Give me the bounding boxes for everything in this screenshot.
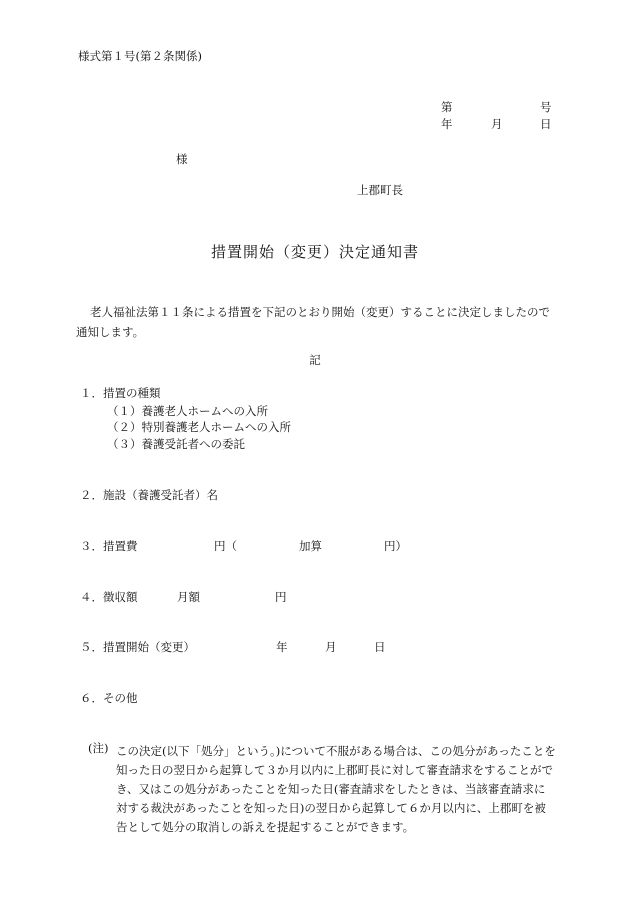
document-title: 措置開始（変更）決定通知書	[210, 243, 419, 261]
item-3-label: ３．措置費	[80, 539, 138, 553]
number-dai-label: 第	[441, 100, 453, 114]
item-4-label: ４．徴収額	[80, 590, 138, 604]
item-1-label: １．措置の種類	[80, 386, 161, 400]
item-3-yen-open: 円（	[214, 539, 237, 553]
item-5-month: 月	[325, 640, 337, 654]
date-year-label: 年	[441, 117, 453, 131]
note-label: (注)	[88, 741, 109, 755]
item-1-option-2: （２）特別養護老人ホームへの入所	[107, 420, 291, 434]
note-text: この決定(以下「処分」という。)について不服がある場合は、この処分があったことを知った日の翌日から起算して３か月以内に上郡町長に対して審査請求をすることができ、又はこの処分があったことを知った日(審査請求をしたときは、当該審査請求に対する裁決があったことを知った日)の翌日から起算して６か月以内に、上郡町を被告として処分の取消しの訴えを提起することができます。	[116, 744, 556, 834]
item-4-getsugaku: 月額	[177, 590, 200, 604]
item-4-yen: 円	[275, 590, 287, 604]
item-6-label: ６．その他	[80, 691, 138, 705]
sender-mayor: 上郡町長	[357, 183, 403, 197]
item-3-kasan: 加算	[299, 539, 322, 553]
number-go-label: 号	[540, 100, 552, 114]
date-day-label: 日	[540, 117, 552, 131]
date-month-label: 月	[491, 117, 503, 131]
item-1-option-3: （３）養護受託者への委託	[107, 437, 245, 451]
item-5-day: 日	[374, 640, 386, 654]
item-2-label: ２．施設（養護受託者）名	[80, 488, 218, 502]
addressee-sama: 様	[176, 152, 188, 166]
item-5-year: 年	[276, 640, 288, 654]
body-paragraph: 老人福祉法第１１条による措置を下記のとおり開始（変更）することに決定しましたので通知します。	[76, 305, 550, 339]
item-5-label: ５．措置開始（変更）	[80, 640, 195, 654]
item-1-option-1: （１）養護老人ホームへの入所	[107, 404, 268, 418]
form-number: 様式第１号(第２条関係)	[78, 49, 202, 63]
ki-heading: 記	[309, 353, 321, 367]
item-3-yen-close: 円）	[384, 539, 407, 553]
